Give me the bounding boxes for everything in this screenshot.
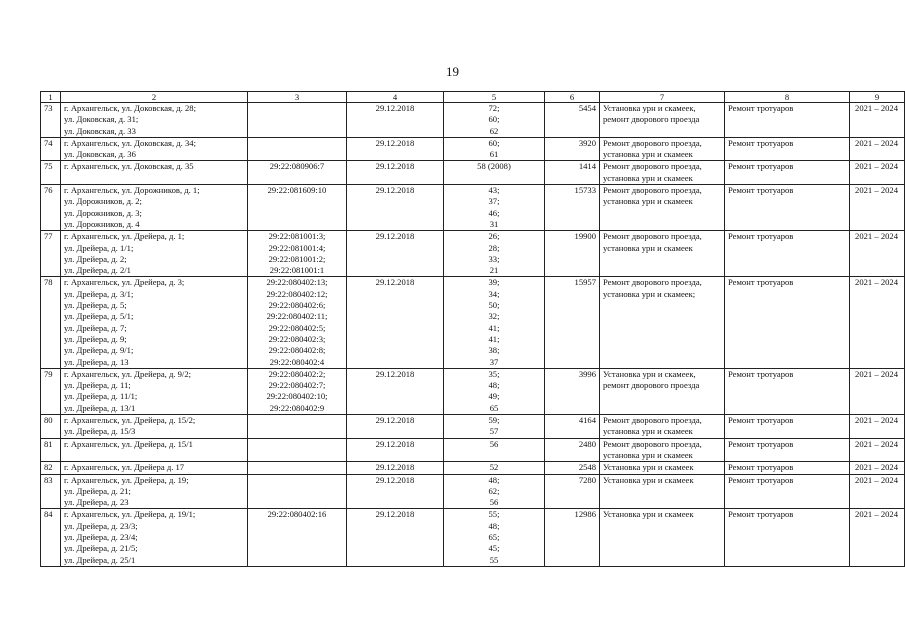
header-col-7: 7: [600, 92, 725, 103]
work-type-cell: Ремонт дворового проезда, установка урн и скамеек: [600, 137, 725, 161]
period-cell: 2021 – 2024: [850, 415, 905, 439]
area-cell: 15733: [545, 185, 600, 231]
date-cell: 29.12.2018: [347, 103, 444, 138]
count-cell: 52: [444, 462, 545, 474]
header-row: [41, 92, 905, 103]
repair-type-cell: Ремонт тротуаров: [725, 185, 850, 231]
cadastral-number-cell: [248, 462, 347, 474]
table-header: [41, 92, 905, 103]
cadastral-number-cell: 29:22:080906:7: [248, 161, 347, 185]
period-cell: 2021 – 2024: [850, 462, 905, 474]
repair-type-cell: Ремонт тротуаров: [725, 277, 850, 368]
address-cell: г. Архангельск, ул. Дрейера, д. 15/2; ул. Дрейера, д. 15/3: [61, 415, 248, 439]
area-cell: 7280: [545, 474, 600, 509]
count-cell: 39; 34; 50; 32; 41; 41; 38; 37: [444, 277, 545, 368]
work-type-cell: Ремонт дворового проезда, установка урн и скамеек: [600, 438, 725, 462]
period-cell: 2021 – 2024: [850, 137, 905, 161]
table-row: [41, 368, 905, 414]
count-cell: 59; 57: [444, 415, 545, 439]
repair-type-cell: Ремонт тротуаров: [725, 231, 850, 277]
period-cell: 2021 – 2024: [850, 368, 905, 414]
row-number: 79: [41, 368, 61, 414]
period-cell: 2021 – 2024: [850, 438, 905, 462]
date-cell: 29.12.2018: [347, 185, 444, 231]
count-cell: 72; 60; 62: [444, 103, 545, 138]
count-cell: 56: [444, 438, 545, 462]
address-cell: г. Архангельск, ул. Дрейера, д. 19/1; ул. Дрейера, д. 23/3; ул. Дрейера, д. 23/4; ул. Дрейера, д. 21/5; ул. Дрейера, д. 25/1: [61, 509, 248, 566]
row-number: 76: [41, 185, 61, 231]
area-cell: 19900: [545, 231, 600, 277]
area-cell: 2480: [545, 438, 600, 462]
count-cell: 60; 61: [444, 137, 545, 161]
date-cell: 29.12.2018: [347, 231, 444, 277]
repair-type-cell: Ремонт тротуаров: [725, 103, 850, 138]
work-type-cell: Установка урн и скамеек: [600, 509, 725, 566]
repair-type-cell: Ремонт тротуаров: [725, 462, 850, 474]
period-cell: 2021 – 2024: [850, 509, 905, 566]
cadastral-number-cell: 29:22:081609:10: [248, 185, 347, 231]
count-cell: 48; 62; 56: [444, 474, 545, 509]
table-row: [41, 103, 905, 138]
work-type-cell: Ремонт дворового проезда, установка урн и скамеек: [600, 415, 725, 439]
repair-type-cell: Ремонт тротуаров: [725, 474, 850, 509]
header-col-2: 2: [61, 92, 248, 103]
address-cell: г. Архангельск, ул. Дрейера, д. 9/2; ул. Дрейера, д. 11; ул. Дрейера, д. 11/1; ул. Дрейера, д. 13/1: [61, 368, 248, 414]
area-cell: 3920: [545, 137, 600, 161]
cadastral-number-cell: [248, 438, 347, 462]
row-number: 84: [41, 509, 61, 566]
area-cell: 15957: [545, 277, 600, 368]
row-number: 73: [41, 103, 61, 138]
table-row: [41, 231, 905, 277]
date-cell: 29.12.2018: [347, 277, 444, 368]
header-col-3: 3: [248, 92, 347, 103]
address-cell: г. Архангельск, ул. Дрейера, д. 1; ул. Дрейера, д. 1/1; ул. Дрейера, д. 2; ул. Дрейера, д. 2/1: [61, 231, 248, 277]
row-number: 83: [41, 474, 61, 509]
row-number: 80: [41, 415, 61, 439]
table-row: [41, 161, 905, 185]
address-cell: г. Архангельск, ул. Дорожников, д. 1; ул. Дорожников, д. 2; ул. Дорожников, д. 3; ул. Дорожников, д. 4: [61, 185, 248, 231]
work-type-cell: Ремонт дворового проезда, установка урн и скамеек: [600, 231, 725, 277]
improvement-table: [40, 91, 905, 567]
work-type-cell: Ремонт дворового проезда, установка урн и скамеек;: [600, 277, 725, 368]
cadastral-number-cell: 29:22:080402:16: [248, 509, 347, 566]
date-cell: 29.12.2018: [347, 438, 444, 462]
cadastral-number-cell: [248, 474, 347, 509]
row-number: 81: [41, 438, 61, 462]
date-cell: 29.12.2018: [347, 415, 444, 439]
header-col-8: 8: [725, 92, 850, 103]
address-cell: г. Архангельск, ул. Доковская, д. 34; ул. Доковская, д. 36: [61, 137, 248, 161]
cadastral-number-cell: 29:22:080402:13; 29:22:080402:12; 29:22:080402:6; 29:22:080402:11; 29:22:080402:5; 29:22:080402:3; 29:22:080402:8; 29:22:080402:4: [248, 277, 347, 368]
repair-type-cell: Ремонт тротуаров: [725, 509, 850, 566]
work-type-cell: Установка урн и скамеек, ремонт дворового проезда: [600, 368, 725, 414]
table-row: [41, 509, 905, 566]
row-number: 74: [41, 137, 61, 161]
repair-type-cell: Ремонт тротуаров: [725, 137, 850, 161]
address-cell: г. Архангельск, ул. Дрейера, д. 19; ул. Дрейера, д. 21; ул. Дрейера, д. 23: [61, 474, 248, 509]
area-cell: 3996: [545, 368, 600, 414]
header-col-6: 6: [545, 92, 600, 103]
area-cell: 4164: [545, 415, 600, 439]
work-type-cell: Установка урн и скамеек: [600, 462, 725, 474]
date-cell: 29.12.2018: [347, 368, 444, 414]
work-type-cell: Установка урн и скамеек, ремонт дворового проезда: [600, 103, 725, 138]
table-row: [41, 185, 905, 231]
period-cell: 2021 – 2024: [850, 161, 905, 185]
area-cell: 1414: [545, 161, 600, 185]
repair-type-cell: Ремонт тротуаров: [725, 438, 850, 462]
table-row: [41, 277, 905, 368]
period-cell: 2021 – 2024: [850, 277, 905, 368]
row-number: 78: [41, 277, 61, 368]
cadastral-number-cell: [248, 103, 347, 138]
area-cell: 12986: [545, 509, 600, 566]
count-cell: 26; 28; 33; 21: [444, 231, 545, 277]
repair-type-cell: Ремонт тротуаров: [725, 368, 850, 414]
period-cell: 2021 – 2024: [850, 185, 905, 231]
count-cell: 58 (2008): [444, 161, 545, 185]
count-cell: 43; 37; 46; 31: [444, 185, 545, 231]
area-cell: 5454: [545, 103, 600, 138]
period-cell: 2021 – 2024: [850, 474, 905, 509]
header-col-1: 1: [41, 92, 61, 103]
address-cell: г. Архангельск, ул. Дрейера, д. 3; ул. Дрейера, д. 3/1; ул. Дрейера, д. 5; ул. Дрейера, д. 5/1; ул. Дрейера, д. 7; ул. Дрейера, д. 9; ул. Дрейера, д. 9/1; ул. Дрейера, д. 13: [61, 277, 248, 368]
row-number: 75: [41, 161, 61, 185]
cadastral-number-cell: [248, 415, 347, 439]
table-row: [41, 415, 905, 439]
area-cell: 2548: [545, 462, 600, 474]
date-cell: 29.12.2018: [347, 462, 444, 474]
table-row: [41, 474, 905, 509]
address-cell: г. Архангельск, ул. Доковская, д. 35: [61, 161, 248, 185]
table-row: [41, 462, 905, 474]
work-type-cell: Ремонт дворового проезда, установка урн и скамеек: [600, 161, 725, 185]
date-cell: 29.12.2018: [347, 137, 444, 161]
work-type-cell: Установка урн и скамеек: [600, 474, 725, 509]
table-body: [41, 103, 905, 567]
table-row: [41, 137, 905, 161]
address-cell: г. Архангельск, ул. Доковская, д. 28; ул. Доковская, д. 31; ул. Доковская, д. 33: [61, 103, 248, 138]
row-number: 77: [41, 231, 61, 277]
date-cell: 29.12.2018: [347, 474, 444, 509]
period-cell: 2021 – 2024: [850, 231, 905, 277]
date-cell: 29.12.2018: [347, 509, 444, 566]
cadastral-number-cell: [248, 137, 347, 161]
header-col-5: 5: [444, 92, 545, 103]
header-col-9: 9: [850, 92, 905, 103]
cadastral-number-cell: 29:22:081001:3; 29:22:081001:4; 29:22:081001:2; 29:22:081001:1: [248, 231, 347, 277]
header-col-4: 4: [347, 92, 444, 103]
count-cell: 35; 48; 49; 65: [444, 368, 545, 414]
address-cell: г. Архангельск, ул. Дрейера, д. 15/1: [61, 438, 248, 462]
address-cell: г. Архангельск, ул. Дрейера д. 17: [61, 462, 248, 474]
table-row: [41, 438, 905, 462]
cadastral-number-cell: 29:22:080402:2; 29:22:080402:7; 29:22:080402:10; 29:22:080402:9: [248, 368, 347, 414]
work-type-cell: Ремонт дворового проезда, установка урн и скамеек: [600, 185, 725, 231]
date-cell: 29.12.2018: [347, 161, 444, 185]
row-number: 82: [41, 462, 61, 474]
repair-type-cell: Ремонт тротуаров: [725, 161, 850, 185]
repair-type-cell: Ремонт тротуаров: [725, 415, 850, 439]
count-cell: 55; 48; 65; 45; 55: [444, 509, 545, 566]
period-cell: 2021 – 2024: [850, 103, 905, 138]
page-number: 19: [446, 64, 459, 79]
